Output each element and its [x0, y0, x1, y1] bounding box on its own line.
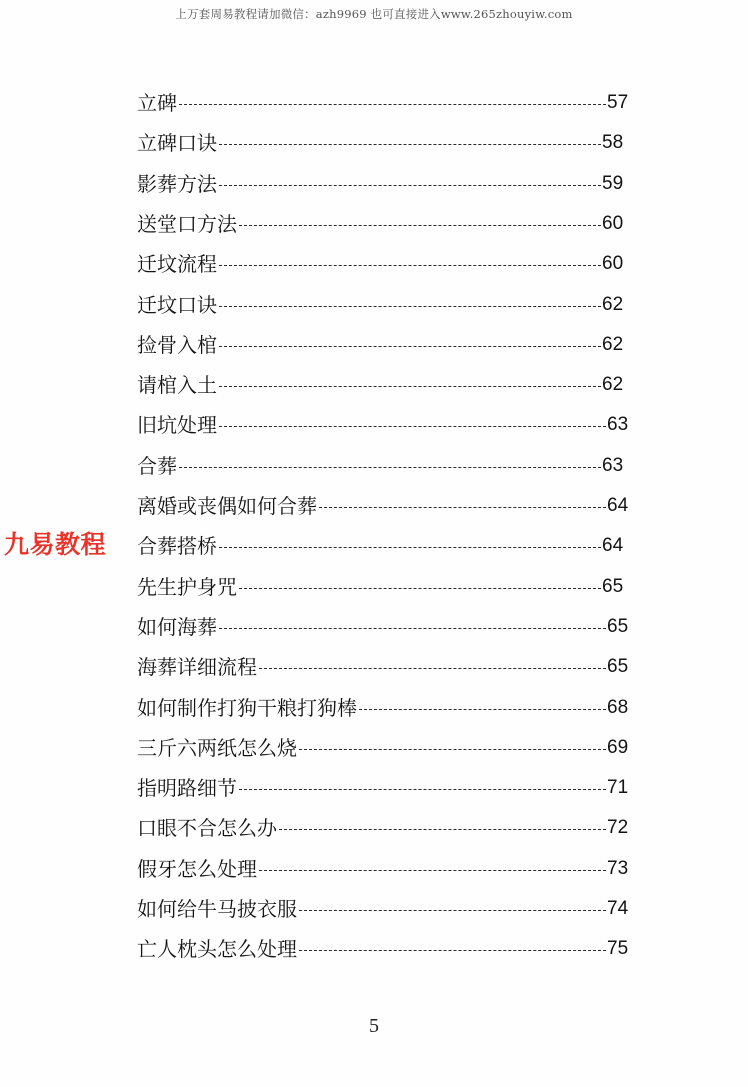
- toc-dot-leader: [239, 588, 601, 589]
- toc-entry-title: 口眼不合怎么办: [137, 816, 277, 841]
- toc-entry-page: 65: [602, 575, 624, 597]
- toc-dot-leader: [239, 789, 606, 790]
- toc-entry: [0, 889, 748, 929]
- toc-dot-leader: [279, 829, 606, 830]
- toc-entry-title: 先生护身咒: [137, 574, 237, 599]
- toc-entry-page: 64: [602, 535, 624, 557]
- toc-entry-page: 65: [607, 615, 629, 637]
- toc-entry-page: 60: [602, 253, 624, 275]
- toc-entry-page: 62: [602, 293, 624, 315]
- toc-entry-page: 74: [607, 898, 629, 919]
- toc-entry: [0, 83, 748, 123]
- toc-entry-title: 指明路细节: [137, 776, 237, 801]
- toc-entry-page: 62: [602, 374, 624, 396]
- page-number: 5: [369, 1015, 379, 1037]
- toc-dot-leader: [179, 467, 601, 468]
- toc-entry: [0, 164, 748, 204]
- toc-entry: [0, 849, 748, 889]
- toc-dot-leader: [219, 386, 601, 387]
- toc-entry-title: 迁坟口诀: [137, 292, 217, 317]
- toc-entry-title: 合葬: [137, 453, 177, 478]
- toc-entry-title: 三斤六两纸怎么烧: [137, 735, 297, 760]
- toc-dot-leader: [219, 547, 601, 548]
- toc-entry: [0, 607, 748, 647]
- toc-dot-leader: [259, 870, 606, 871]
- toc-entry: [0, 728, 748, 768]
- toc-entry-title: 如何海葬: [137, 614, 217, 639]
- toc-entry-page: 58: [602, 132, 624, 154]
- toc-entry: [0, 526, 748, 566]
- toc-entry-page: 64: [607, 495, 629, 516]
- toc-entry-page: 73: [607, 857, 629, 879]
- toc-dot-leader: [259, 668, 606, 669]
- toc-entry-page: 57: [607, 92, 629, 113]
- toc-dot-leader: [239, 225, 601, 226]
- toc-entry-page: 71: [607, 777, 629, 799]
- toc-dot-leader: [219, 306, 601, 307]
- toc-entry-page: 62: [602, 333, 624, 355]
- toc-entry-page: 63: [607, 414, 629, 436]
- toc-dot-leader: [299, 910, 606, 911]
- toc-entry-title: 影葬方法: [137, 171, 217, 196]
- toc-entry: [0, 365, 748, 405]
- toc-dot-leader: [179, 104, 606, 105]
- toc-dot-leader: [219, 426, 606, 427]
- toc-entry: [0, 123, 748, 163]
- toc-entry: [0, 325, 748, 365]
- toc-entry-page: 63: [602, 454, 624, 476]
- toc-entry-title: 旧坑处理: [137, 413, 217, 438]
- toc-entry: [0, 768, 748, 808]
- toc-entry: [0, 688, 748, 728]
- toc-entry-page: 59: [602, 172, 624, 194]
- toc-entry-page: 75: [607, 938, 629, 960]
- toc-entry-title: 离婚或丧偶如何合葬: [137, 494, 317, 518]
- toc-entry: [0, 647, 748, 687]
- toc-dot-leader: [219, 265, 601, 266]
- toc-entry-page: 68: [607, 696, 629, 718]
- toc-entry-page: 60: [602, 212, 624, 234]
- toc-dot-leader: [319, 507, 606, 508]
- toc-entry-title: 亡人枕头怎么处理: [137, 937, 297, 962]
- toc-entry: [0, 405, 748, 445]
- toc-entry-title: 迁坟流程: [137, 252, 217, 277]
- toc-entry-title: 合葬搭桥: [137, 534, 217, 559]
- toc-dot-leader: [299, 749, 606, 750]
- toc-entry-title: 如何制作打狗干粮打狗棒: [137, 695, 357, 720]
- toc-entry-title: 假牙怎么处理: [137, 856, 257, 881]
- toc-entry-title: 海葬详细流程: [137, 655, 257, 680]
- toc-entry-title: 立碑: [137, 91, 177, 115]
- toc-dot-leader: [359, 709, 606, 710]
- toc-entry-page: 72: [607, 817, 629, 839]
- toc-entry: [0, 929, 748, 969]
- brand-watermark: 九易教程: [4, 530, 107, 559]
- toc-entry: [0, 244, 748, 284]
- toc-dot-leader: [219, 628, 606, 629]
- toc-entry-title: 请棺入土: [137, 373, 217, 398]
- toc-entry: [0, 446, 748, 486]
- page-header-notice: 上万套周易教程请加微信：azh9969 也可直接进入www.265zhouyiw.com: [175, 7, 573, 21]
- toc-dot-leader: [219, 144, 601, 145]
- toc-entry: [0, 486, 748, 526]
- toc-entry: [0, 808, 748, 848]
- toc-entry-title: 送堂口方法: [137, 211, 237, 236]
- toc-entry-page: 65: [607, 656, 629, 678]
- toc-entry-title: 立碑口诀: [137, 131, 217, 156]
- toc-dot-leader: [299, 950, 606, 951]
- toc-entry-title: 如何给牛马披衣服: [137, 897, 297, 921]
- toc-dot-leader: [219, 185, 601, 186]
- toc-entry-page: 69: [607, 736, 629, 758]
- toc-dot-leader: [219, 346, 601, 347]
- toc-entry: [0, 285, 748, 325]
- toc-entry: [0, 567, 748, 607]
- toc-entry-title: 捡骨入棺: [137, 332, 217, 357]
- toc-entry: [0, 204, 748, 244]
